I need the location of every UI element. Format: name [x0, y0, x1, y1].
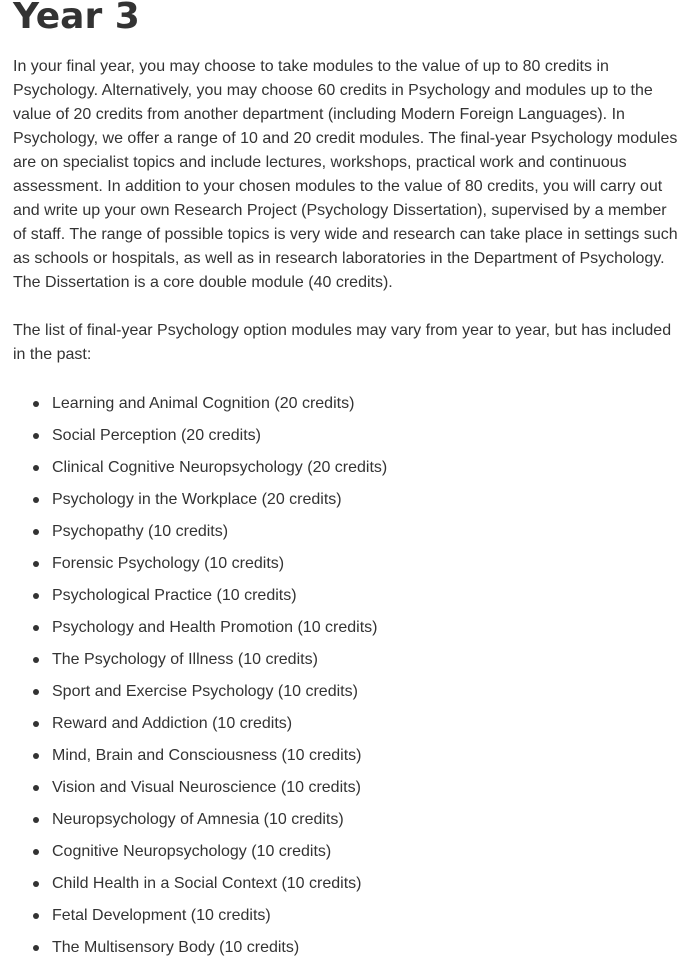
bullet-icon: [33, 561, 39, 567]
list-item: [13, 740, 673, 772]
list-item: [13, 932, 673, 964]
bullet-icon: [33, 785, 39, 791]
bullet-icon: [33, 689, 39, 695]
page-title: Year 3: [13, 0, 140, 37]
bullet-icon: [33, 881, 39, 887]
bullet-icon: [33, 913, 39, 919]
module-label: Neuropsychology of Amnesia (10 credits): [52, 811, 344, 828]
list-item: [13, 644, 673, 676]
list-item: [13, 804, 673, 836]
bullet-icon: [33, 945, 39, 951]
module-label: The Multisensory Body (10 credits): [52, 939, 300, 956]
bullet-icon: [33, 625, 39, 631]
bullet-icon: [33, 401, 39, 407]
module-label: Child Health in a Social Context (10 credits): [52, 875, 362, 892]
bullet-icon: [33, 593, 39, 599]
module-label: Cognitive Neuropsychology (10 credits): [52, 843, 332, 860]
list-item: [13, 772, 673, 804]
module-label: Clinical Cognitive Neuropsychology (20 credits): [52, 459, 388, 476]
list-item: [13, 676, 673, 708]
list-item: [13, 548, 673, 580]
module-list: [13, 388, 673, 964]
module-label: Psychology and Health Promotion (10 credits): [52, 619, 378, 636]
module-label: Fetal Development (10 credits): [52, 907, 271, 924]
bullet-icon: [33, 529, 39, 535]
module-label: Learning and Animal Cognition (20 credits): [52, 395, 355, 412]
module-label: Psychological Practice (10 credits): [52, 587, 297, 604]
bullet-icon: [33, 497, 39, 503]
list-item: [13, 516, 673, 548]
module-label: Vision and Visual Neuroscience (10 credits): [52, 779, 361, 796]
module-label: Forensic Psychology (10 credits): [52, 555, 285, 572]
bullet-icon: [33, 849, 39, 855]
module-label: Sport and Exercise Psychology (10 credits): [52, 683, 358, 700]
bullet-icon: [33, 657, 39, 663]
bullet-icon: [33, 753, 39, 759]
list-item: [13, 868, 673, 900]
intro-paragraph: In your final year, you may choose to take modules to the value of up to 80 credits in Psychology. Alternatively, you may choose 60 credits in Psychology and modules up to the value of 20 credits from another department (including Modern Foreign Languages). In Psychology, we offer a range of 10 and 20 credit modules. The final-year Psychology modules are on specialist topics and include lectures, workshops, practical work and continuous assessment. In addition to your chosen modules to the value of 80 credits, you will carry out and write up your own Research Project (Psychology Dissertation), supervised by a member of staff. The range of possible topics is very wide and research can take place in settings such as schools or hospitals, as well as in research laboratories in the Department of Psychology. The Dissertation is a core double module (40 credits).: [13, 58, 678, 291]
module-label: Mind, Brain and Consciousness (10 credits): [52, 747, 362, 764]
list-item: [13, 612, 673, 644]
list-item: [13, 484, 673, 516]
list-item: [13, 580, 673, 612]
bullet-icon: [33, 721, 39, 727]
list-item: [13, 452, 673, 484]
module-label: Psychopathy (10 credits): [52, 523, 229, 540]
module-label: Social Perception (20 credits): [52, 427, 261, 444]
module-label: Psychology in the Workplace (20 credits): [52, 491, 342, 508]
module-label: The Psychology of Illness (10 credits): [52, 651, 318, 668]
list-item: [13, 900, 673, 932]
bullet-icon: [33, 817, 39, 823]
list-item: [13, 836, 673, 868]
list-item: [13, 420, 673, 452]
module-label: Reward and Addiction (10 credits): [52, 715, 293, 732]
list-intro-paragraph: The list of final-year Psychology option modules may vary from year to year, but has included in the past:: [13, 322, 672, 363]
list-item: [13, 708, 673, 740]
bullet-icon: [33, 433, 39, 439]
bullet-icon: [33, 465, 39, 471]
list-item: [13, 388, 673, 420]
